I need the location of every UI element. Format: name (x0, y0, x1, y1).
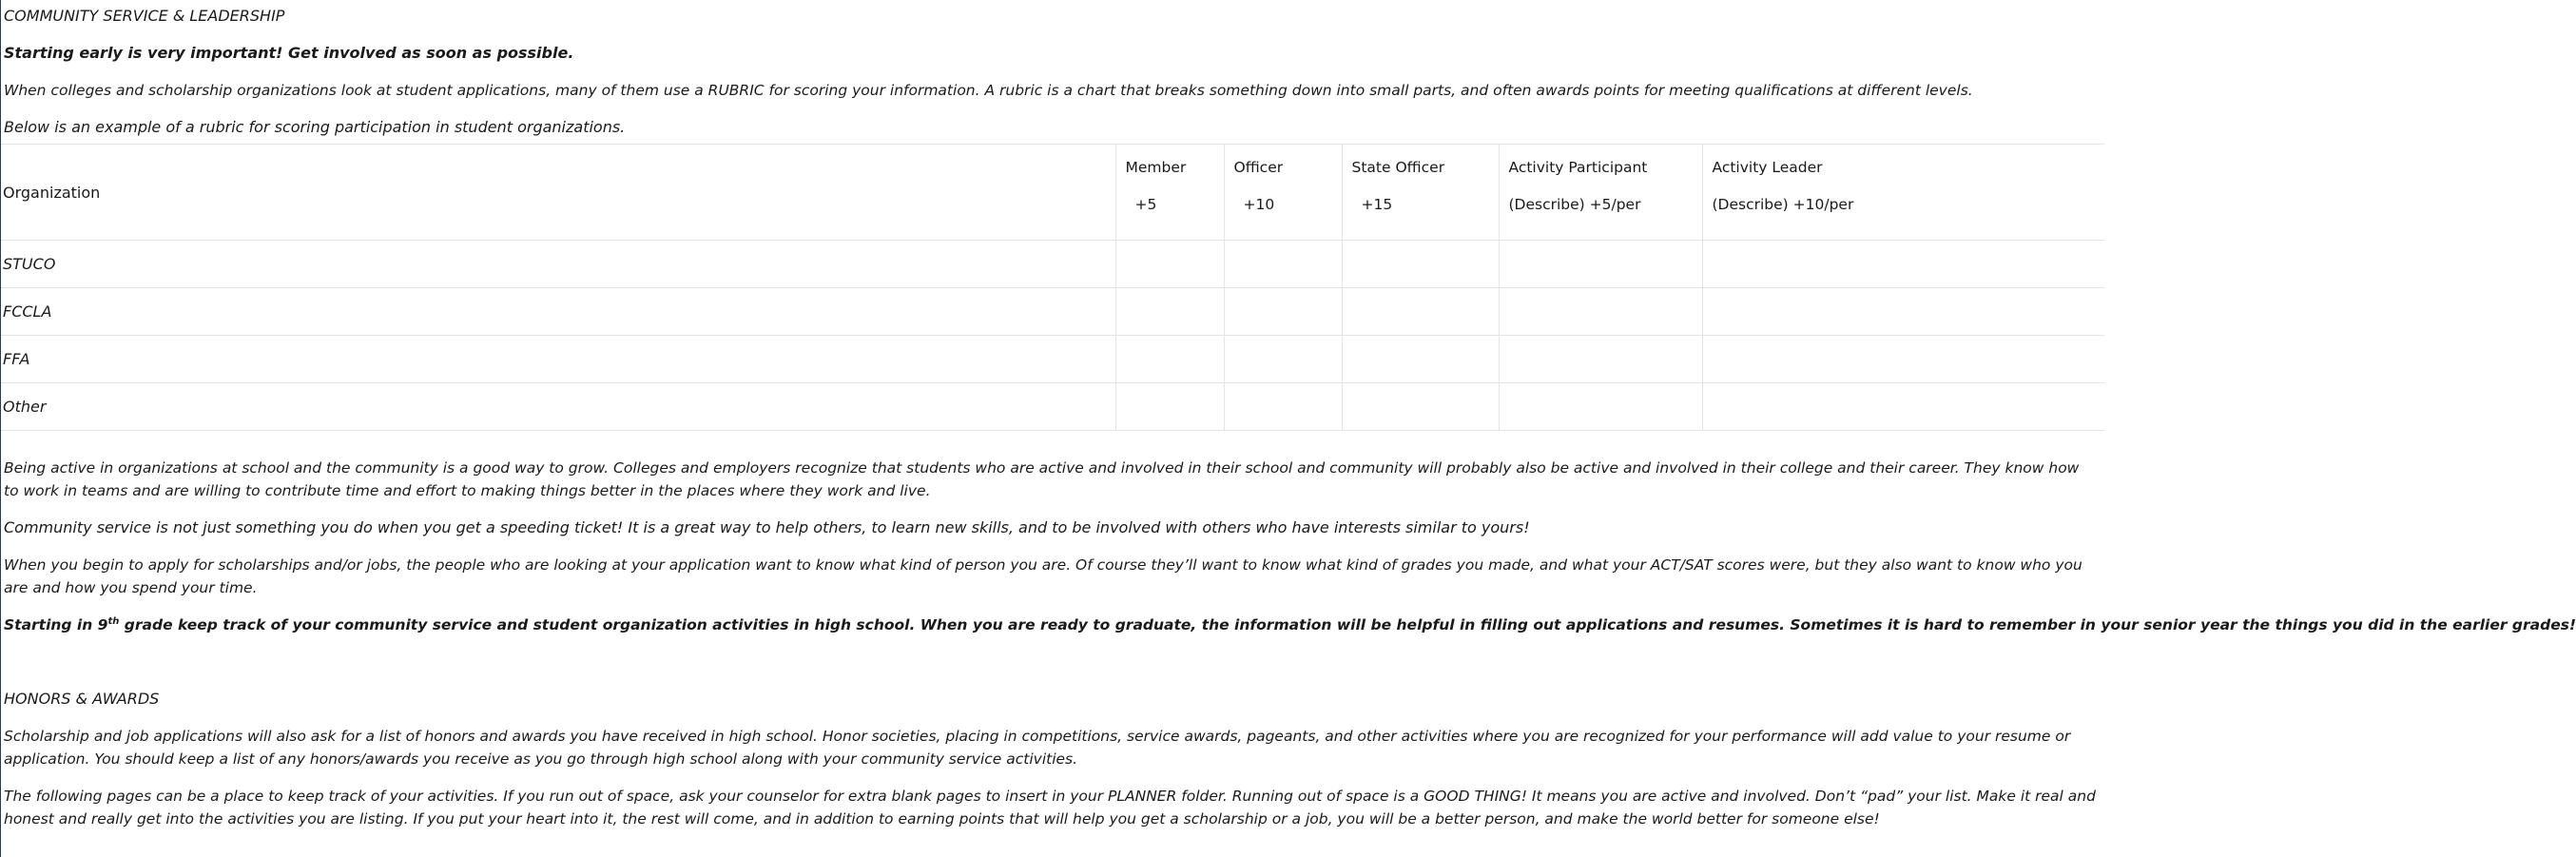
organization-name: STUCO (1, 241, 1115, 288)
organization-name: FCCLA (1, 288, 1115, 336)
rubric-cell (1702, 383, 2104, 431)
organization-name: FFA (1, 336, 1115, 383)
column-header-activity-leader (1702, 145, 2104, 241)
rubric-cell (1115, 383, 1224, 431)
rubric-cell (1499, 383, 1702, 431)
rubric-cell (1499, 336, 1702, 383)
column-header-state-officer (1342, 145, 1499, 241)
column-header-member (1115, 145, 1224, 241)
column-title: State Officer (1351, 159, 1445, 176)
column-points: +10 (1243, 196, 1275, 213)
rubric-table (1, 144, 2104, 431)
start-early-note: Starting early is very important! Get involved as soon as possible. (4, 44, 574, 62)
rubric-row-stuco (1, 241, 2104, 288)
ordinal-suffix: th (107, 615, 120, 627)
rubric-cell (1342, 241, 1499, 288)
community-service-paragraph: Community service is not just something you do when you get a speeding ticket! It is a great way to help others, to learn new skills, and to be involved with others who have interests similar to yours! (4, 518, 1530, 536)
column-title: Activity Participant (1508, 159, 1648, 176)
organization-header: Organization (1, 145, 1115, 241)
following-pages-paragraph: The following pages can be a place to keep track of your activities. If you run out of space, ask your counselor for extra blank pages to insert in your PLANNER folder. Running out of space is a GOOD THING! It means you are active and involved. Don’t “pad” your list. Make it real and honest and really get into the activities you are listing. If you put your heart into it, the rest will come, and in addition to earning points that will help you get a scholarship or a job, you will be a better person, and make the world better for someone else! (4, 788, 2096, 828)
rubric-cell (1224, 336, 1342, 383)
rubric-cell (1702, 241, 2104, 288)
active-organizations-paragraph: Being active in organizations at school and the community is a good way to grow. Colleges and employers recognize that students who are active and involved in their school and community will probably also be active and involved in their college and their career. They know how to work in teams and are willing to contribute time and effort to making things better in the places where they work and live. (4, 459, 2080, 499)
track-prefix: Starting in 9 (4, 616, 108, 633)
rubric-cell (1224, 288, 1342, 336)
track-rest: grade keep track of your community service and student organization activities in high school. When you are ready to graduate, the information will be helpful in filling out applications and resumes. Sometimes it is hard to remember in your senior year the things you did in the earlier grades! (119, 616, 2576, 633)
rubric-cell (1115, 288, 1224, 336)
rubric-row-ffa (1, 336, 2104, 383)
rubric-cell (1499, 241, 1702, 288)
rubric-header-row (1, 145, 2104, 241)
rubric-intro-paragraph: When colleges and scholarship organizations look at student applications, many of them use a RUBRIC for scoring your information. A rubric is a chart that breaks something down into small parts, and often awards points for meeting qualifications at different levels. (4, 82, 1973, 99)
rubric-cell (1702, 288, 2104, 336)
column-header-activity-participant (1499, 145, 1702, 241)
heading-honors-awards: HONORS & AWARDS (4, 690, 160, 708)
column-title: Member (1125, 159, 1187, 176)
rubric-row-fccla (1, 288, 2104, 336)
honors-paragraph: Scholarship and job applications will also ask for a list of honors and awards you have received in high school. Honor societies, placing in competitions, service awards, pageants, and other activities where you are recognized for your performance will add value to your resume or application. You should keep a list of any honors/awards you receive as you go through high school along with your community service activities. (4, 728, 2071, 768)
column-header-officer (1224, 145, 1342, 241)
rubric-cell (1342, 336, 1499, 383)
rubric-example-note: Below is an example of a rubric for scoring participation in student organizations. (4, 118, 626, 136)
rubric-cell (1224, 383, 1342, 431)
column-points: +15 (1361, 196, 1393, 213)
rubric-cell (1702, 336, 2104, 383)
track-activities-paragraph (4, 614, 2576, 636)
rubric-cell (1224, 241, 1342, 288)
rubric-cell (1499, 288, 1702, 336)
apply-paragraph: When you begin to apply for scholarships and/or jobs, the people who are looking at your application want to know what kind of person you are. Of course they’ll want to know what kind of grades you made, and what your ACT/SAT scores were, but they also want to know who you are and how you spend your time. (4, 556, 2082, 596)
organization-name: Other (1, 383, 1115, 431)
rubric-cell (1342, 383, 1499, 431)
column-points: +5 (1134, 196, 1157, 213)
heading-community-service: COMMUNITY SERVICE & LEADERSHIP (4, 7, 285, 25)
column-title: Officer (1233, 159, 1284, 176)
column-title: Activity Leader (1712, 159, 1823, 176)
column-points: (Describe) +10/per (1712, 196, 1854, 213)
rubric-cell (1342, 288, 1499, 336)
rubric-cell (1115, 336, 1224, 383)
column-points: (Describe) +5/per (1508, 196, 1641, 213)
rubric-row-other (1, 383, 2104, 431)
rubric-cell (1115, 241, 1224, 288)
